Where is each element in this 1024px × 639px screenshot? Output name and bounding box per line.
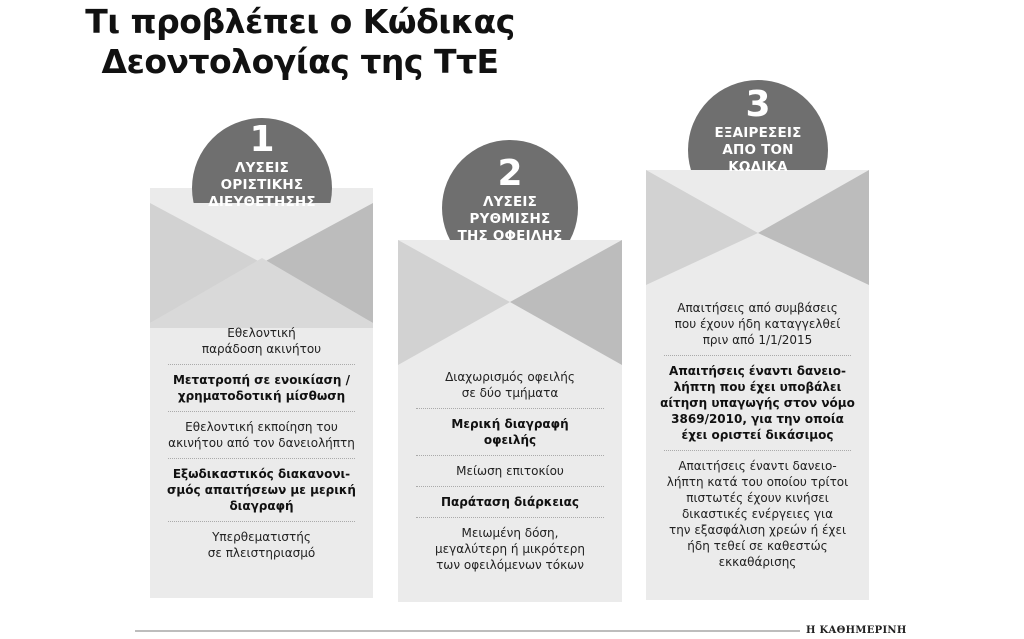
- list-item: [150, 365, 373, 411]
- list-item-line: Απαιτήσεις έναντι δανειο-: [678, 459, 837, 473]
- column-1-items: [150, 318, 373, 568]
- list-item-line: πριν από 1/1/2015: [702, 333, 813, 347]
- list-item: [646, 293, 869, 355]
- column-2-label-line-1: ΛΥΣΕΙΣ: [482, 194, 538, 210]
- column-3-label-line-3: ΚΩΔΙΚΑ: [728, 159, 788, 175]
- list-item-line: Διαχωρισμός οφειλής: [445, 370, 575, 384]
- list-item-line: Μερική διαγραφή: [451, 417, 569, 431]
- column-3-card: [646, 75, 869, 600]
- column-3-badge: [673, 85, 843, 176]
- list-item-line: διαγραφή: [229, 499, 294, 513]
- column-1-card: [150, 108, 373, 598]
- list-item-line: σε δύο τμήματα: [461, 386, 559, 400]
- list-item-line: Υπερθεματιστής: [212, 530, 311, 544]
- list-item: [150, 318, 373, 364]
- column-3-number: 3: [745, 84, 771, 125]
- list-item-line: δικαστικές ενέργειες για: [681, 507, 834, 521]
- title-line-2: Δεοντολογίας της ΤτΕ: [101, 42, 499, 81]
- list-item-line: Μειωμένη δόση,: [461, 526, 559, 540]
- list-item: [150, 412, 373, 458]
- list-item-line: πιστωτές έχουν κινήσει: [686, 491, 829, 505]
- list-item: [646, 451, 869, 577]
- list-item-line: λήπτη που έχει υποβάλει: [673, 380, 842, 394]
- column-2-badge: [425, 154, 595, 245]
- column-1-label-line-1: ΛΥΣΕΙΣ: [234, 160, 290, 176]
- list-item: [398, 518, 622, 580]
- list-item-line: Εξωδικαστικός διακανονι-: [172, 467, 351, 481]
- list-item: [150, 522, 373, 568]
- column-3-label-line-1: ΕΞΑΙΡΕΣΕΙΣ: [714, 125, 802, 141]
- column-2-label-line-2: ΡΥΘΜΙΣΗΣ: [469, 211, 551, 227]
- list-item: [398, 487, 622, 517]
- list-item: [398, 456, 622, 486]
- footer-divider: [135, 630, 800, 632]
- list-item-line: Μετατροπή σε ενοικίαση /: [172, 373, 351, 387]
- column-3-label-line-2: ΑΠΟ ΤΟΝ: [722, 142, 794, 158]
- column-2-items: [398, 362, 622, 580]
- list-item-line: 3869/2010, για την οποία: [671, 412, 844, 426]
- column-2-card: [398, 140, 622, 602]
- list-item-line: Μείωση επιτοκίου: [456, 464, 564, 478]
- list-item-line: παράδοση ακινήτου: [201, 342, 322, 356]
- title-line-1: Τι προβλέπει ο Κώδικας: [85, 2, 515, 41]
- list-item-line: Εθελοντική εκποίηση του: [185, 420, 338, 434]
- column-1-number: 1: [249, 119, 275, 160]
- column-2-number: 2: [497, 153, 523, 194]
- column-2-label-line-3: ΤΗΣ ΟΦΕΙΛΗΣ: [457, 228, 563, 244]
- page-title: [0, 2, 600, 82]
- list-item: [646, 356, 869, 450]
- list-item-line: Απαιτήσεις από συμβάσεις: [677, 301, 838, 315]
- column-3-items: [646, 293, 869, 577]
- list-item-line: οφειλής: [483, 433, 537, 447]
- list-item-line: σε πλειστηριασμό: [207, 546, 316, 560]
- list-item-line: έχει οριστεί δικάσιμος: [681, 428, 834, 442]
- list-item-line: που έχουν ήδη καταγγελθεί: [674, 317, 841, 331]
- list-item-line: αίτηση υπαγωγής στον νόμο: [660, 396, 855, 410]
- list-item-line: μεγαλύτερη ή μικρότερη: [434, 542, 585, 556]
- column-1-label-line-2: ΟΡΙΣΤΙΚΗΣ: [220, 177, 304, 193]
- column-1-label-line-3: ΔΙΕΥΘΕΤΗΣΗΣ: [208, 194, 316, 210]
- list-item: [398, 409, 622, 455]
- list-item-line: σμός απαιτήσεων με μερική: [167, 483, 356, 497]
- list-item: [398, 362, 622, 408]
- list-item-line: χρηματοδοτική μίσθωση: [177, 389, 346, 403]
- list-item: [150, 459, 373, 521]
- list-item-line: Εθελοντική: [227, 326, 296, 340]
- list-item-line: εκκαθάρισης: [718, 555, 797, 569]
- list-item-line: Απαιτήσεις έναντι δανειο-: [669, 364, 846, 378]
- list-item-line: ακινήτου από τον δανειολήπτη: [168, 436, 355, 450]
- brand-logo: Η ΚΑΘΗΜΕΡΙΝΗ: [806, 625, 907, 636]
- list-item-line: ήδη τεθεί σε καθεστώς: [687, 539, 828, 553]
- list-item-line: των οφειλόμενων τόκων: [436, 558, 584, 572]
- list-item-line: λήπτη κατά του οποίου τρίτοι: [666, 475, 849, 489]
- list-item-line: την εξασφάλιση χρεών ή έχει: [668, 523, 847, 537]
- list-item-line: Παράταση διάρκειας: [440, 495, 580, 509]
- column-1-badge: [177, 120, 347, 211]
